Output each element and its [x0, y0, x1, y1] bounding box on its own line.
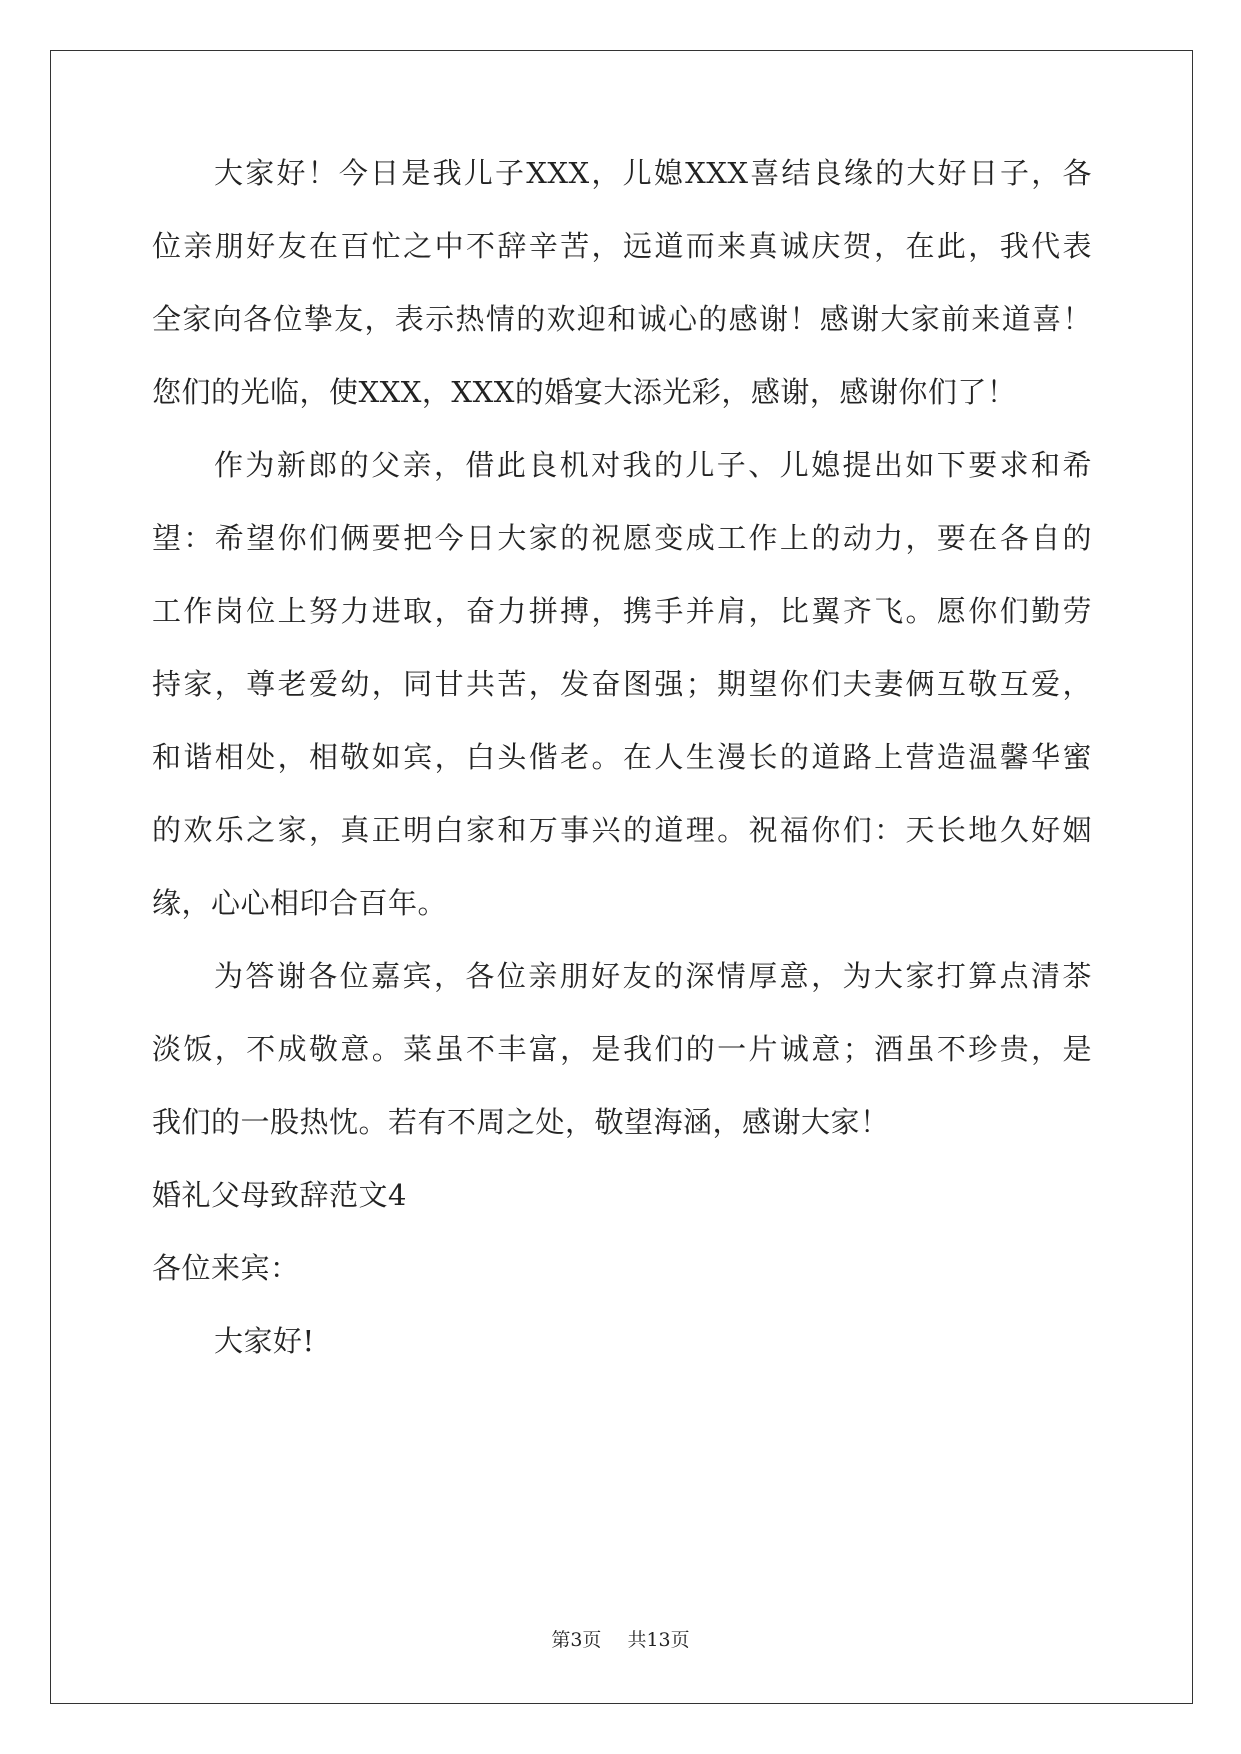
greeting: 大家好!	[214, 1324, 315, 1358]
page-number-total: 共13页	[627, 1629, 690, 1651]
paragraph-2-line-1: 作为新郎的父亲，借此良机对我的儿子、儿媳提出如下要求和希	[214, 448, 1092, 482]
paragraph-2-line-6: 的欢乐之家，真正明白家和万事兴的道理。祝福你们：天长地久好姻	[152, 813, 1092, 847]
paragraph-1-line-4: 您们的光临，使XXX，XXX的婚宴大添光彩，感谢，感谢你们了！	[152, 375, 1017, 409]
paragraph-2-line-7: 缘，心心相印合百年。	[152, 886, 448, 920]
paragraph-3-line-3: 我们的一股热忱。若有不周之处，敬望海涵，感谢大家！	[152, 1105, 890, 1139]
paragraph-2-line-5: 和谐相处，相敬如宾，白头偕老。在人生漫长的道路上营造温馨华蜜	[152, 740, 1092, 774]
paragraph-3-line-2: 淡饭，不成敬意。菜虽不丰富，是我们的一片诚意；酒虽不珍贵，是	[152, 1032, 1092, 1066]
section-title: 婚礼父母致辞范文4	[152, 1178, 407, 1212]
paragraph-2-line-4: 持家，尊老爱幼，同甘共苦，发奋图强；期望你们夫妻俩互敬互爱，	[152, 667, 1092, 701]
paragraph-2-line-2: 望：希望你们俩要把今日大家的祝愿变成工作上的动力，要在各自的	[152, 521, 1092, 555]
page-number-current: 第3页	[551, 1629, 602, 1651]
paragraph-3-line-1: 为答谢各位嘉宾，各位亲朋好友的深情厚意，为大家打算点清茶	[214, 959, 1092, 993]
paragraph-1-line-1: 大家好！今日是我儿子XXX，儿媳XXX喜结良缘的大好日子，各	[214, 156, 1092, 190]
page-footer	[0, 1628, 1241, 1652]
salutation: 各位来宾：	[152, 1251, 300, 1285]
paragraph-1-line-3: 全家向各位挚友，表示热情的欢迎和诚心的感谢！感谢大家前来道喜！	[152, 302, 1092, 336]
paragraph-1-line-2: 位亲朋好友在百忙之中不辞辛苦，远道而来真诚庆贺，在此，我代表	[152, 229, 1092, 263]
paragraph-2-line-3: 工作岗位上努力进取，奋力拼搏，携手并肩，比翼齐飞。愿你们勤劳	[152, 594, 1092, 628]
